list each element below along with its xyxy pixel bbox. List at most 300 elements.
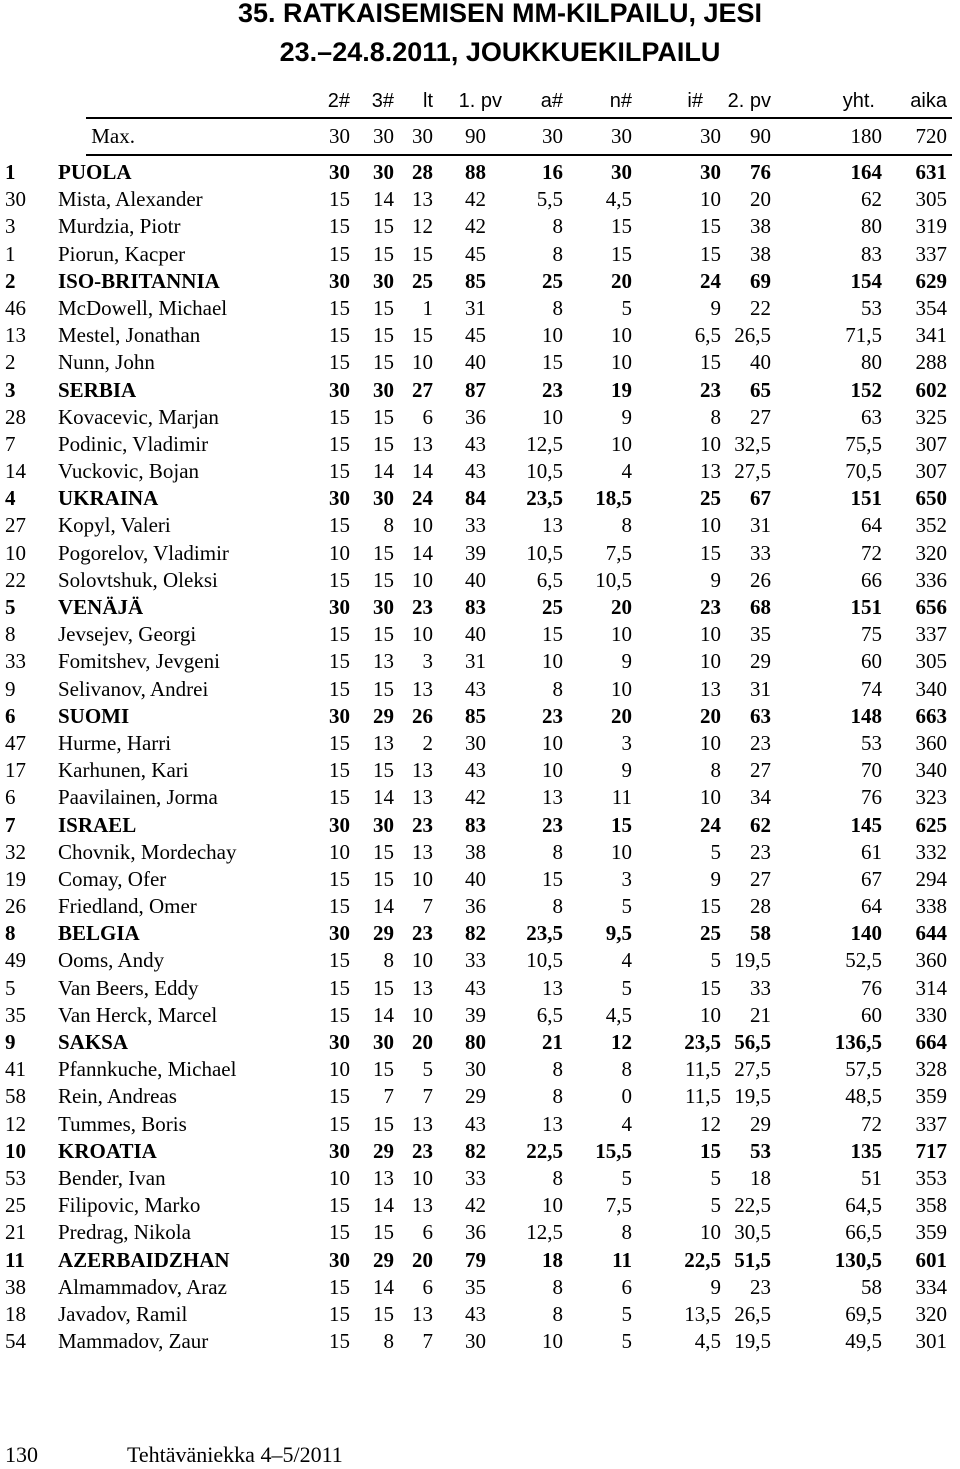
score-total: 164	[850, 160, 882, 184]
score-endgame: 7	[422, 894, 433, 919]
score-n-move: 15	[611, 214, 632, 239]
score-i-move: 15	[700, 350, 721, 375]
player-number: 18	[5, 1301, 26, 1326]
score-three-move: 30	[373, 377, 394, 402]
score-three-move: 14	[373, 1193, 394, 1218]
score-a-move: 10	[542, 1329, 563, 1354]
team-name: VENÄJÄ	[58, 595, 144, 619]
score-time: 336	[915, 567, 947, 592]
score-time: 338	[915, 894, 947, 919]
score-time: 650	[915, 486, 947, 511]
score-endgame: 10	[412, 350, 433, 375]
score-day-2: 23	[750, 730, 771, 755]
score-endgame: 23	[412, 1138, 433, 1163]
score-time: 340	[915, 758, 947, 783]
score-day-1: 42	[465, 214, 486, 239]
score-two-move: 15	[329, 404, 350, 429]
score-endgame: 13	[412, 1111, 433, 1136]
team-rank: 3	[5, 377, 16, 402]
score-day-1: 42	[465, 785, 486, 810]
score-total: 76	[861, 785, 882, 810]
header-2-moves: 2#	[327, 90, 350, 112]
header-i-moves: i#	[687, 90, 703, 112]
score-time: 340	[915, 676, 947, 701]
max-value: 30	[700, 124, 721, 148]
score-a-move: 23	[542, 377, 563, 402]
score-three-move: 15	[373, 1301, 394, 1326]
score-time: 717	[915, 1138, 947, 1163]
score-i-move: 30	[700, 160, 721, 184]
score-i-move: 10	[700, 1002, 721, 1027]
score-day-1: 39	[465, 1002, 486, 1027]
player-row	[0, 186, 960, 213]
score-n-move: 12	[611, 1030, 632, 1054]
score-two-move: 30	[329, 160, 350, 184]
score-time: 323	[915, 785, 947, 810]
player-name: Mestel, Jonathan	[58, 323, 201, 348]
score-a-move: 25	[542, 268, 563, 293]
max-value: 90	[750, 124, 771, 148]
score-n-move: 30	[611, 160, 632, 184]
score-day-1: 35	[465, 1274, 486, 1299]
score-endgame: 10	[412, 513, 433, 538]
score-day-1: 84	[465, 486, 486, 511]
score-endgame: 25	[412, 268, 433, 293]
team-name: BELGIA	[58, 921, 140, 946]
score-day-2: 26,5	[734, 1301, 771, 1326]
score-three-move: 15	[373, 567, 394, 592]
score-day-1: 40	[465, 567, 486, 592]
player-number: 1	[5, 241, 16, 266]
score-day-2: 35	[750, 622, 771, 647]
score-n-move: 3	[621, 866, 632, 891]
score-two-move: 15	[329, 350, 350, 375]
score-endgame: 1	[422, 295, 433, 320]
score-day-1: 43	[465, 676, 486, 701]
score-i-move: 8	[710, 404, 721, 429]
score-three-move: 13	[373, 1165, 394, 1190]
score-day-1: 43	[465, 975, 486, 1000]
score-total: 80	[861, 350, 882, 375]
score-day-1: 43	[465, 1301, 486, 1326]
score-i-move: 15	[700, 241, 721, 266]
score-n-move: 7,5	[605, 540, 632, 565]
score-a-move: 15	[542, 622, 563, 647]
score-day-2: 69	[750, 268, 771, 293]
score-i-move: 11,5	[685, 1084, 721, 1109]
score-day-2: 62	[750, 812, 771, 837]
score-day-1: 36	[465, 404, 486, 429]
player-number: 7	[5, 431, 16, 456]
player-name: Van Beers, Eddy	[58, 975, 199, 1000]
score-two-move: 15	[329, 1301, 350, 1326]
score-three-move: 30	[373, 595, 394, 619]
score-a-move: 10	[542, 758, 563, 783]
player-row	[0, 676, 960, 703]
score-two-move: 30	[329, 377, 350, 402]
score-day-2: 53	[750, 1138, 771, 1163]
score-day-2: 23	[750, 839, 771, 864]
score-a-move: 6,5	[536, 567, 563, 592]
score-total: 151	[850, 595, 882, 619]
score-time: 353	[915, 1165, 947, 1190]
score-i-move: 13	[700, 459, 721, 484]
team-row	[0, 1247, 960, 1274]
score-three-move: 15	[373, 295, 394, 320]
player-row	[0, 431, 960, 458]
score-i-move: 15	[700, 1138, 721, 1163]
team-rank: 1	[5, 160, 16, 184]
player-row	[0, 322, 960, 349]
score-day-1: 30	[465, 730, 486, 755]
header-n-moves: n#	[609, 90, 632, 112]
title-line-2: 23.–24.8.2011, JOUKKUEKILPAILU	[279, 37, 721, 67]
score-time: 314	[915, 975, 947, 1000]
player-row	[0, 540, 960, 567]
score-total: 48,5	[845, 1084, 882, 1109]
player-number: 58	[5, 1084, 26, 1109]
score-three-move: 15	[373, 975, 394, 1000]
score-two-move: 15	[329, 187, 350, 212]
score-three-move: 30	[373, 812, 394, 837]
score-day-1: 42	[465, 187, 486, 212]
score-total: 135	[850, 1138, 882, 1163]
score-three-move: 14	[373, 187, 394, 212]
score-i-move: 10	[700, 622, 721, 647]
score-two-move: 15	[329, 1220, 350, 1245]
score-a-move: 22,5	[526, 1138, 563, 1163]
score-two-move: 10	[329, 1057, 350, 1082]
score-day-2: 38	[750, 241, 771, 266]
score-i-move: 15	[700, 540, 721, 565]
score-total: 151	[850, 486, 882, 511]
score-endgame: 13	[412, 975, 433, 1000]
score-day-2: 33	[750, 975, 771, 1000]
score-total: 61	[861, 839, 882, 864]
score-n-move: 5	[621, 295, 632, 320]
player-number: 25	[5, 1193, 26, 1218]
score-time: 359	[915, 1220, 947, 1245]
score-i-move: 5	[710, 948, 721, 973]
score-a-move: 8	[552, 839, 563, 864]
score-total: 58	[861, 1274, 882, 1299]
player-name: Mista, Alexander	[58, 187, 203, 212]
score-a-move: 8	[552, 1084, 563, 1109]
score-two-move: 30	[329, 812, 350, 837]
player-row	[0, 567, 960, 594]
score-i-move: 23	[700, 595, 721, 619]
score-two-move: 30	[329, 486, 350, 511]
score-n-move: 6	[621, 1274, 632, 1299]
score-three-move: 15	[373, 622, 394, 647]
score-three-move: 14	[373, 1002, 394, 1027]
player-name: Karhunen, Kari	[58, 758, 189, 783]
score-day-2: 32,5	[734, 431, 771, 456]
score-two-move: 15	[329, 622, 350, 647]
score-three-move: 30	[373, 486, 394, 511]
score-i-move: 9	[710, 567, 721, 592]
score-day-2: 28	[750, 894, 771, 919]
score-two-move: 10	[329, 1165, 350, 1190]
score-three-move: 30	[373, 268, 394, 293]
player-number: 53	[5, 1165, 26, 1190]
score-time: 320	[915, 1301, 947, 1326]
score-time: 629	[915, 268, 947, 293]
score-three-move: 15	[373, 839, 394, 864]
score-n-move: 0	[621, 1084, 632, 1109]
max-value: 30	[329, 124, 350, 148]
score-total: 75	[861, 622, 882, 647]
header-rule-top	[86, 117, 952, 119]
score-time: 294	[915, 866, 947, 891]
score-day-1: 30	[465, 1057, 486, 1082]
player-name: Solovtshuk, Oleksi	[58, 567, 218, 592]
player-name: Nunn, John	[58, 350, 155, 375]
player-number: 12	[5, 1111, 26, 1136]
score-time: 341	[915, 323, 947, 348]
score-n-move: 8	[621, 1220, 632, 1245]
score-n-move: 8	[621, 1057, 632, 1082]
score-day-1: 42	[465, 1193, 486, 1218]
score-three-move: 14	[373, 785, 394, 810]
player-number: 47	[5, 730, 26, 755]
score-total: 148	[850, 703, 882, 728]
score-day-1: 43	[465, 1111, 486, 1136]
score-total: 130,5	[834, 1247, 882, 1272]
score-n-move: 4	[621, 948, 632, 973]
score-day-2: 34	[750, 785, 771, 810]
score-day-1: 40	[465, 866, 486, 891]
team-name: AZERBAIDZHAN	[58, 1247, 230, 1272]
player-row	[0, 458, 960, 485]
score-time: 337	[915, 622, 947, 647]
score-day-1: 33	[465, 513, 486, 538]
header-endgame: lt	[423, 90, 433, 112]
score-time: 307	[915, 431, 947, 456]
score-a-move: 23	[542, 703, 563, 728]
score-two-move: 15	[329, 866, 350, 891]
score-total: 64	[861, 894, 882, 919]
score-day-1: 87	[465, 377, 486, 402]
score-three-move: 29	[373, 1138, 394, 1163]
score-time: 325	[915, 404, 947, 429]
score-time: 319	[915, 214, 947, 239]
score-endgame: 13	[412, 1193, 433, 1218]
player-number: 54	[5, 1329, 26, 1354]
score-n-move: 9,5	[605, 921, 632, 946]
header-3-moves: 3#	[371, 90, 394, 112]
score-day-2: 27	[750, 404, 771, 429]
score-a-move: 12,5	[526, 431, 563, 456]
score-a-move: 13	[542, 1111, 563, 1136]
score-endgame: 13	[412, 187, 433, 212]
score-two-move: 15	[329, 567, 350, 592]
player-number: 21	[5, 1220, 26, 1245]
score-time: 360	[915, 730, 947, 755]
score-endgame: 6	[422, 404, 433, 429]
team-row	[0, 920, 960, 947]
score-three-move: 15	[373, 214, 394, 239]
score-endgame: 7	[422, 1329, 433, 1354]
score-day-2: 26	[750, 567, 771, 592]
score-i-move: 10	[700, 513, 721, 538]
score-three-move: 15	[373, 866, 394, 891]
team-rank: 2	[5, 268, 16, 293]
score-i-move: 13	[700, 676, 721, 701]
score-i-move: 9	[710, 866, 721, 891]
header-a-moves: a#	[540, 90, 563, 112]
player-number: 38	[5, 1274, 26, 1299]
score-three-move: 14	[373, 1274, 394, 1299]
score-day-1: 36	[465, 1220, 486, 1245]
score-time: 663	[915, 703, 947, 728]
player-row	[0, 1219, 960, 1246]
score-two-move: 15	[329, 513, 350, 538]
score-three-move: 15	[373, 540, 394, 565]
score-endgame: 10	[412, 948, 433, 973]
player-name: Jevsejev, Georgi	[58, 622, 197, 647]
team-rank: 11	[5, 1247, 25, 1272]
player-row	[0, 295, 960, 322]
score-two-move: 15	[329, 1084, 350, 1109]
score-a-move: 18	[542, 1247, 563, 1272]
score-i-move: 9	[710, 295, 721, 320]
score-total: 70,5	[845, 459, 882, 484]
score-day-2: 33	[750, 540, 771, 565]
score-i-move: 10	[700, 649, 721, 674]
score-total: 60	[861, 649, 882, 674]
score-day-2: 29	[750, 649, 771, 674]
team-rank: 10	[5, 1138, 26, 1163]
score-day-2: 19,5	[734, 1084, 771, 1109]
player-name: Pfannkuche, Michael	[58, 1057, 237, 1082]
player-name: Javadov, Ramil	[58, 1301, 188, 1326]
player-number: 27	[5, 513, 26, 538]
score-three-move: 30	[373, 160, 394, 184]
score-three-move: 13	[373, 649, 394, 674]
score-day-2: 38	[750, 214, 771, 239]
score-day-1: 36	[465, 894, 486, 919]
score-three-move: 15	[373, 1220, 394, 1245]
max-value: 720	[915, 124, 947, 148]
team-row	[0, 594, 960, 621]
score-three-move: 29	[373, 703, 394, 728]
score-two-move: 15	[329, 295, 350, 320]
score-n-move: 5	[621, 975, 632, 1000]
score-endgame: 23	[412, 595, 433, 619]
player-row	[0, 1328, 960, 1355]
player-name: Fomitshev, Jevgeni	[58, 649, 220, 674]
page-footer	[0, 1441, 960, 1469]
score-a-move: 10,5	[526, 948, 563, 973]
player-name: Vuckovic, Bojan	[58, 459, 200, 484]
score-total: 80	[861, 214, 882, 239]
player-row	[0, 1083, 960, 1110]
player-number: 5	[5, 975, 16, 1000]
score-n-move: 10	[611, 676, 632, 701]
score-day-2: 29	[750, 1111, 771, 1136]
team-rank: 7	[5, 812, 16, 837]
score-day-1: 83	[465, 812, 486, 837]
player-name: Friedland, Omer	[58, 894, 197, 919]
score-time: 334	[915, 1274, 947, 1299]
score-endgame: 24	[412, 486, 433, 511]
score-day-1: 40	[465, 622, 486, 647]
player-name: Almammadov, Araz	[58, 1274, 227, 1299]
score-time: 337	[915, 241, 947, 266]
score-time: 354	[915, 295, 947, 320]
score-two-move: 15	[329, 730, 350, 755]
score-total: 53	[861, 730, 882, 755]
score-day-2: 27	[750, 866, 771, 891]
score-two-move: 10	[329, 540, 350, 565]
score-two-move: 15	[329, 1329, 350, 1354]
score-a-move: 21	[542, 1030, 563, 1054]
score-a-move: 10,5	[526, 459, 563, 484]
player-number: 35	[5, 1002, 26, 1027]
score-i-move: 24	[700, 268, 721, 293]
header-total: yht.	[842, 90, 875, 112]
score-n-move: 4,5	[605, 1002, 632, 1027]
score-a-move: 8	[552, 676, 563, 701]
score-two-move: 15	[329, 1274, 350, 1299]
max-value: 30	[373, 124, 394, 148]
score-n-move: 10,5	[595, 567, 632, 592]
score-two-move: 15	[329, 214, 350, 239]
score-endgame: 27	[412, 377, 433, 402]
score-a-move: 23,5	[526, 486, 563, 511]
score-n-move: 15	[611, 241, 632, 266]
score-i-move: 13,5	[684, 1301, 721, 1326]
score-i-move: 5	[710, 1193, 721, 1218]
score-endgame: 28	[412, 160, 433, 184]
score-n-move: 4,5	[605, 187, 632, 212]
player-number: 9	[5, 676, 16, 701]
player-name: McDowell, Michael	[58, 295, 228, 320]
score-time: 631	[915, 160, 947, 184]
header-time: aika	[910, 90, 947, 112]
score-day-1: 33	[465, 948, 486, 973]
score-endgame: 15	[412, 241, 433, 266]
score-time: 601	[915, 1247, 947, 1272]
max-row	[0, 121, 960, 151]
team-row	[0, 1138, 960, 1165]
player-row	[0, 1165, 960, 1192]
score-i-move: 10	[700, 431, 721, 456]
score-total: 75,5	[845, 431, 882, 456]
score-total: 69,5	[845, 1301, 882, 1326]
column-header-row	[0, 86, 960, 116]
player-name: Pogorelov, Vladimir	[58, 540, 229, 565]
score-day-1: 45	[465, 241, 486, 266]
score-day-1: 82	[465, 1138, 486, 1163]
score-n-move: 11	[612, 1247, 632, 1272]
score-day-1: 40	[465, 350, 486, 375]
player-name: Hurme, Harri	[58, 730, 172, 755]
score-a-move: 8	[552, 1165, 563, 1190]
score-time: 305	[915, 649, 947, 674]
player-name: Rein, Andreas	[58, 1084, 177, 1109]
score-time: 332	[915, 839, 947, 864]
score-two-move: 15	[329, 323, 350, 348]
score-n-move: 8	[621, 513, 632, 538]
score-day-1: 33	[465, 1165, 486, 1190]
score-day-2: 76	[750, 160, 771, 184]
score-three-move: 15	[373, 404, 394, 429]
score-i-move: 4,5	[694, 1329, 721, 1354]
score-total: 62	[861, 187, 882, 212]
player-row	[0, 866, 960, 893]
